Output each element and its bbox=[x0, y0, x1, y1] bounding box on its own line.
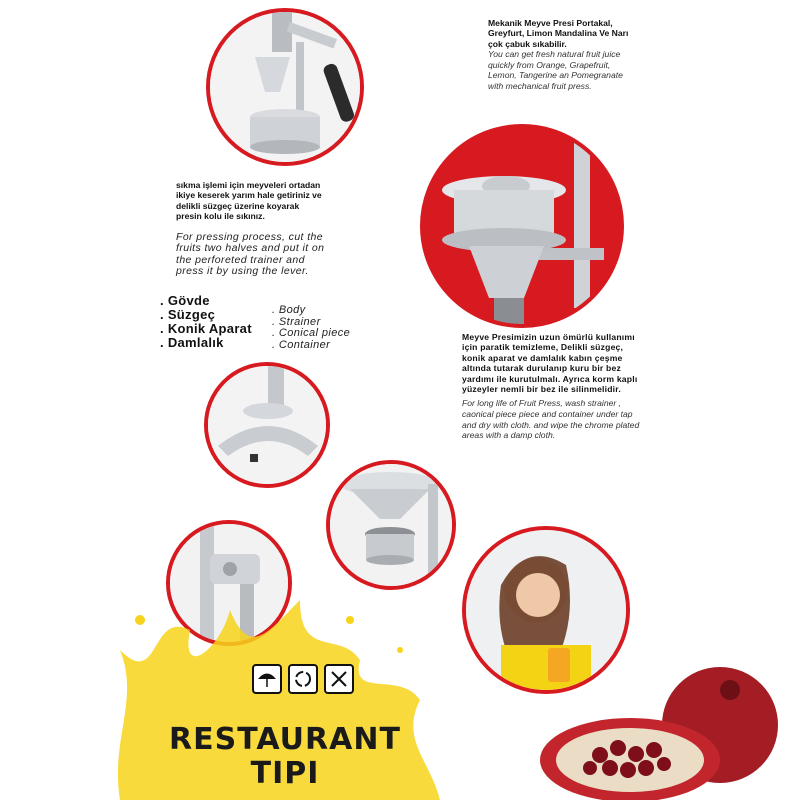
product-photo-lever-strainer bbox=[206, 8, 364, 166]
intro-text-block bbox=[488, 18, 638, 92]
headline-line2: TIPI bbox=[250, 756, 320, 791]
pomegranate-graphic bbox=[540, 650, 800, 800]
intro-text-turkish: Mekanik Meyve Presi Portakal, Greyfurt, Limon Mandalina Ve Narı çok çabuk sıkabilir. bbox=[488, 18, 629, 49]
part-item-en: . Body bbox=[272, 304, 306, 316]
care-text-turkish: Meyve Presimizin uzun ömürlü kullanımı için paratik temizleme, Delikli süzgeç, konik aparat ve damlalık kabın çeşme altında tutarak durulanıp kuru bir bez yardımı ile kurutulmalı. Ayrıca korm kaplı yüzeyler nemli bir bez ile silinmelidir. bbox=[462, 332, 638, 395]
part-item-tr: . Gövde bbox=[160, 293, 210, 308]
part-item-en: . Container bbox=[272, 338, 331, 351]
part-item-tr: . Damlalık bbox=[160, 335, 224, 350]
umbrella-dry-icon bbox=[252, 664, 282, 694]
intro-text-english: You can get fresh natural fruit juice quickly from Orange, Grapefruit, Lemon, Tangerine an Pomegranate with mechanical fruit press. bbox=[488, 49, 623, 91]
part-item-en: . Conical piece bbox=[272, 327, 351, 339]
product-photo-base bbox=[204, 362, 330, 488]
care-text-block bbox=[462, 332, 640, 441]
part-item-tr: . Konik Aparat bbox=[160, 321, 252, 336]
recycle-icon bbox=[288, 664, 318, 694]
no-dishwasher-icon bbox=[324, 664, 354, 694]
usage-text-turkish: sıkma işlemi için meyveleri ortadan ikiye keserek yarım hale getiriniz ve delikli süzgeç üzerine koyarak presin kolu ile sıkınız. bbox=[176, 180, 322, 222]
product-photo-strainer-closeup bbox=[326, 460, 456, 590]
parts-list-english bbox=[272, 305, 350, 351]
headline-line1: RESTAURANT bbox=[169, 722, 401, 757]
usage-text-english: For pressing process, cut the fruits two halves and put it on the perforeted trainer and press it by using the lever. bbox=[176, 230, 325, 278]
part-item-tr: . Süzgeç bbox=[160, 307, 216, 322]
part-item-en: . Strainer bbox=[272, 315, 321, 328]
product-photo-conical-piece bbox=[420, 124, 624, 328]
parts-list-turkish bbox=[160, 294, 252, 350]
usage-text-block bbox=[176, 180, 326, 278]
care-text-english: For long life of Fruit Press, wash strainer , caonical piece piece and container under tap and dry with cloth. and wipe the chrome plated areas with a damp cloth. bbox=[462, 398, 640, 441]
